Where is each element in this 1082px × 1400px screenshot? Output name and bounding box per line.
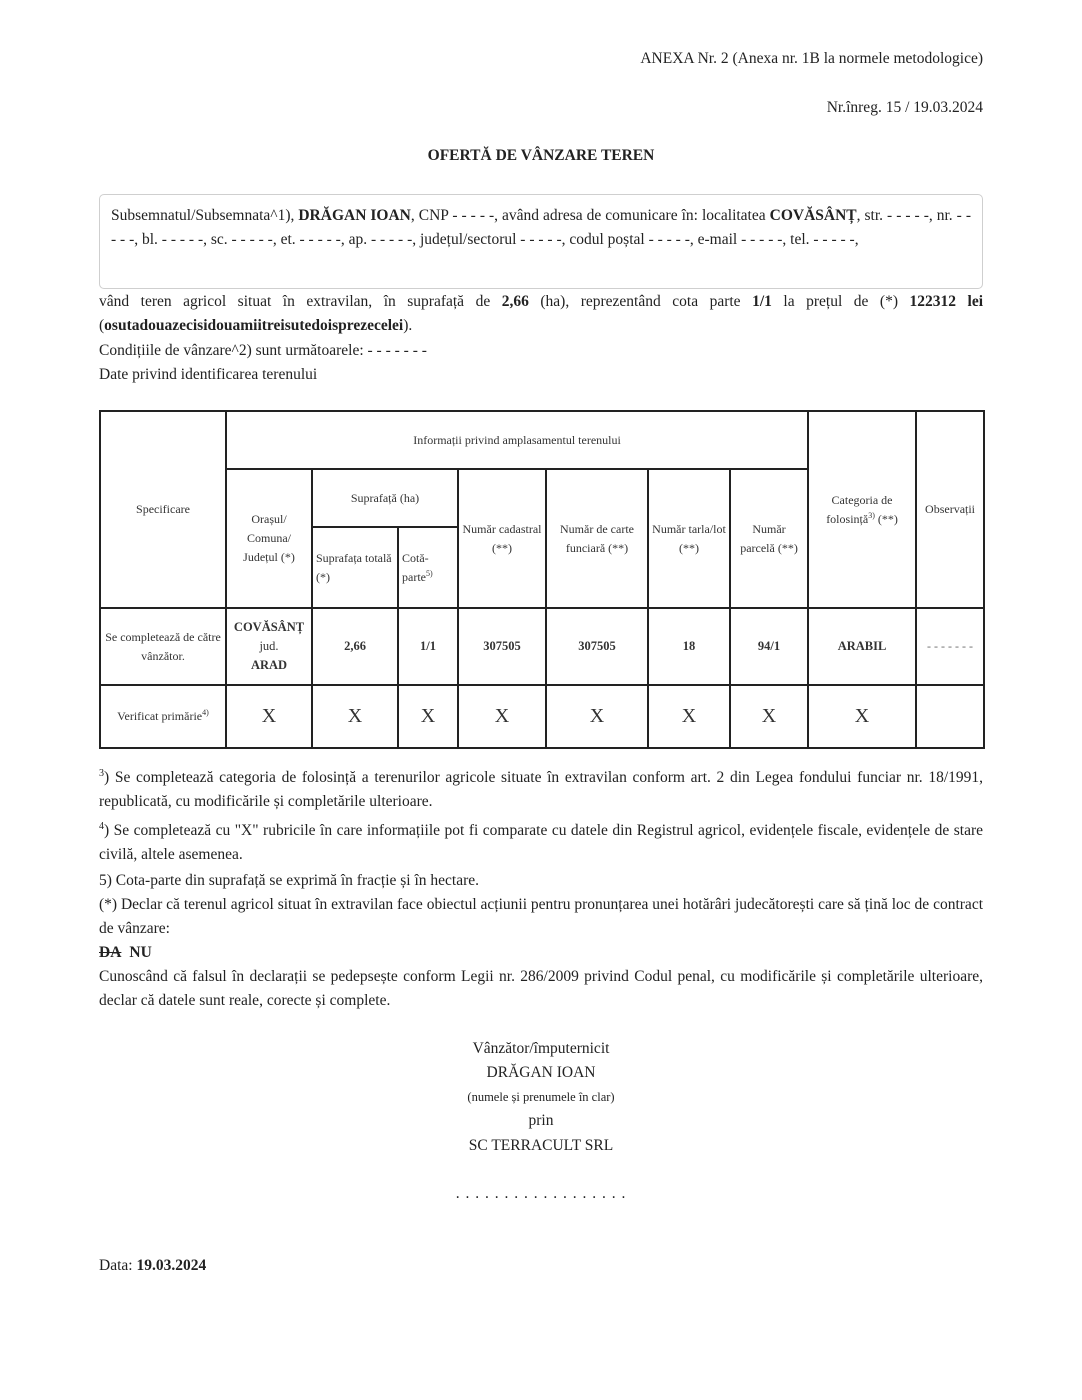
offer-text-4: ( [99, 317, 105, 334]
header-categoria-label: Categoria de folosință [826, 492, 893, 526]
registration-number: Nr.înreg. 15 / 19.03.2024 [826, 99, 983, 116]
cell-observatii: - - - - - - - [916, 608, 984, 685]
footnote-3-text: ) Se completează categoria de folosință a terenurilor agricole situate în extravilan conform art. 2 din Legea fondului funciar nr. 18/1991, republicată, cu modificările și completările ulterioare. [99, 769, 983, 810]
verified-mark: X [458, 685, 546, 748]
header-tarla: Număr tarla/lot (**) [648, 469, 730, 608]
identification-heading: Date privind identificarea terenului [99, 366, 318, 383]
cell-suprafata: 2,66 [312, 608, 398, 685]
da-nu-choice [99, 941, 983, 965]
cell-oras-jud: jud. [259, 639, 279, 653]
footnote-number: 3 [99, 767, 104, 779]
cell-oras [226, 608, 312, 685]
offer-text-5: ). [403, 317, 413, 334]
offer-price: 122312 lei [909, 293, 984, 310]
sale-conditions: Condițiile de vânzare^2) sunt următoarele: - - - - - - - [99, 342, 427, 359]
footnote-5: 5) Cota-parte din suprafață se exprimă în fracție și în hectare. [99, 872, 480, 889]
table-row-seller [100, 608, 984, 685]
row-label-seller: Se completează de către vânzător. [100, 608, 226, 685]
declaration-text: Cunoscând că falsul în declarații se pedepsește conform Legii nr. 286/2009 privind Codul penal, cu modificările și completările ulterioare, declar că datele sunt reale, corecte și complete. [99, 968, 983, 1009]
footnote-4 [99, 819, 983, 867]
signature-line: . . . . . . . . . . . . . . . . . . [455, 1185, 627, 1202]
cell-cota: 1/1 [398, 608, 458, 685]
footnote-ref: 3) [868, 510, 875, 520]
identity-text-1: Subsemnatul/Subsemnata^1), [111, 207, 299, 224]
option-da-struck: DA [99, 944, 122, 961]
annex-reference: ANEXA Nr. 2 (Anexa nr. 1B la normele metodologice) [640, 50, 983, 67]
cell-categoria: ARABIL [808, 608, 916, 685]
cell-oras-county: ARAD [250, 658, 288, 672]
document-date [99, 1257, 206, 1275]
identity-text-2: , CNP - - - - -, având adresa de comunicare în: localitatea [410, 207, 770, 224]
date-value: 19.03.2024 [136, 1257, 207, 1274]
header-categoria [808, 411, 916, 608]
cell-cadastral: 307505 [458, 608, 546, 685]
row-label-verified-text: Verificat primărie [117, 709, 203, 723]
offer-text-3: la prețul de (*) [771, 293, 910, 310]
seller-name: DRĂGAN IOAN [298, 207, 411, 224]
header-info-amplasament: Informații privind amplasamentul terenului [226, 411, 808, 469]
offer-area: 2,66 [501, 293, 529, 310]
header-cota [398, 527, 458, 608]
offer-text-1: vând teren agricol situat în extravilan, în suprafață de [99, 293, 502, 310]
header-suprafata-totala: Suprafața totală (*) [312, 527, 398, 608]
offer-text-2: (ha), reprezentând cota parte [528, 293, 753, 310]
row-label-verified [100, 685, 226, 748]
footnote-ref: 5) [425, 568, 433, 578]
document-title: OFERTĂ DE VÂNZARE TEREN [427, 147, 655, 164]
offer-share: 1/1 [752, 293, 772, 310]
cell-tarla: 18 [648, 608, 730, 685]
offer-paragraph [99, 290, 983, 338]
date-label: Data: [99, 1257, 137, 1274]
header-suprafata: Suprafață (ha) [312, 469, 458, 527]
header-parcela: Număr parcelă (**) [730, 469, 808, 608]
verified-observatii-empty [916, 685, 984, 748]
header-cadastral: Număr cadastral (**) [458, 469, 546, 608]
signature-role: Vânzător/împuternicit [472, 1040, 610, 1057]
verified-mark: X [808, 685, 916, 748]
cell-parcela: 94/1 [730, 608, 808, 685]
header-oras: Orașul/ Comuna/ Județul (*) [226, 469, 312, 608]
verified-mark: X [546, 685, 648, 748]
footnote-4-text: ) Se completează cu "X" rubricile în care informațiile pot fi comparate cu datele din Registrul agricol, evidențele fiscale, evidențele de stare civilă, altele asemenea. [99, 822, 983, 863]
cell-oras-locality: COVĂSÂNȚ [233, 620, 305, 634]
verified-mark: X [312, 685, 398, 748]
table-row-verified [100, 685, 984, 748]
header-observatii: Observații [916, 411, 984, 608]
identity-text-3: , str. - - - - -, nr. - - - - -, bl. - - - - -, sc. - - - - -, et. - - - - -, ap. - - - - -, județul/sectorul - - - - -, codul poștal - - - - -, e-mail - - - - -, tel. - - - - -, [111, 207, 971, 248]
land-identification-table [99, 410, 985, 749]
footnote-number: 4 [99, 820, 104, 832]
header-categoria-tail: (**) [874, 511, 898, 526]
locality: COVĂSÂNȚ [769, 207, 857, 224]
cell-carte-funciara: 307505 [546, 608, 648, 685]
identity-box [99, 194, 983, 289]
signature-name: DRĂGAN IOAN [486, 1064, 596, 1081]
verified-mark: X [648, 685, 730, 748]
option-nu-selected: NU [129, 944, 152, 961]
footnote-star: (*) Declar că terenul agricol situat în extravilan face obiectul acțiunii pentru pronunțarea unei hotărâri judecătorești care să țină loc de contract de vânzare: [99, 896, 983, 937]
header-carte-funciara: Număr de carte funciară (**) [546, 469, 648, 608]
verified-mark: X [226, 685, 312, 748]
header-specificare: Specificare [100, 411, 226, 608]
verified-mark: X [730, 685, 808, 748]
signature-company: SC TERRACULT SRL [468, 1137, 614, 1154]
offer-price-words: osutadouazecisidouamiitreisutedoisprezecelei [104, 317, 404, 334]
footnote-3 [99, 766, 983, 814]
header-cota-label: Cotă-parte [402, 550, 429, 584]
signature-via: prin [528, 1112, 554, 1129]
verified-mark: X [398, 685, 458, 748]
footnote-ref: 4) [202, 708, 209, 717]
signature-hint: (numele și prenumele în clar) [467, 1090, 615, 1104]
